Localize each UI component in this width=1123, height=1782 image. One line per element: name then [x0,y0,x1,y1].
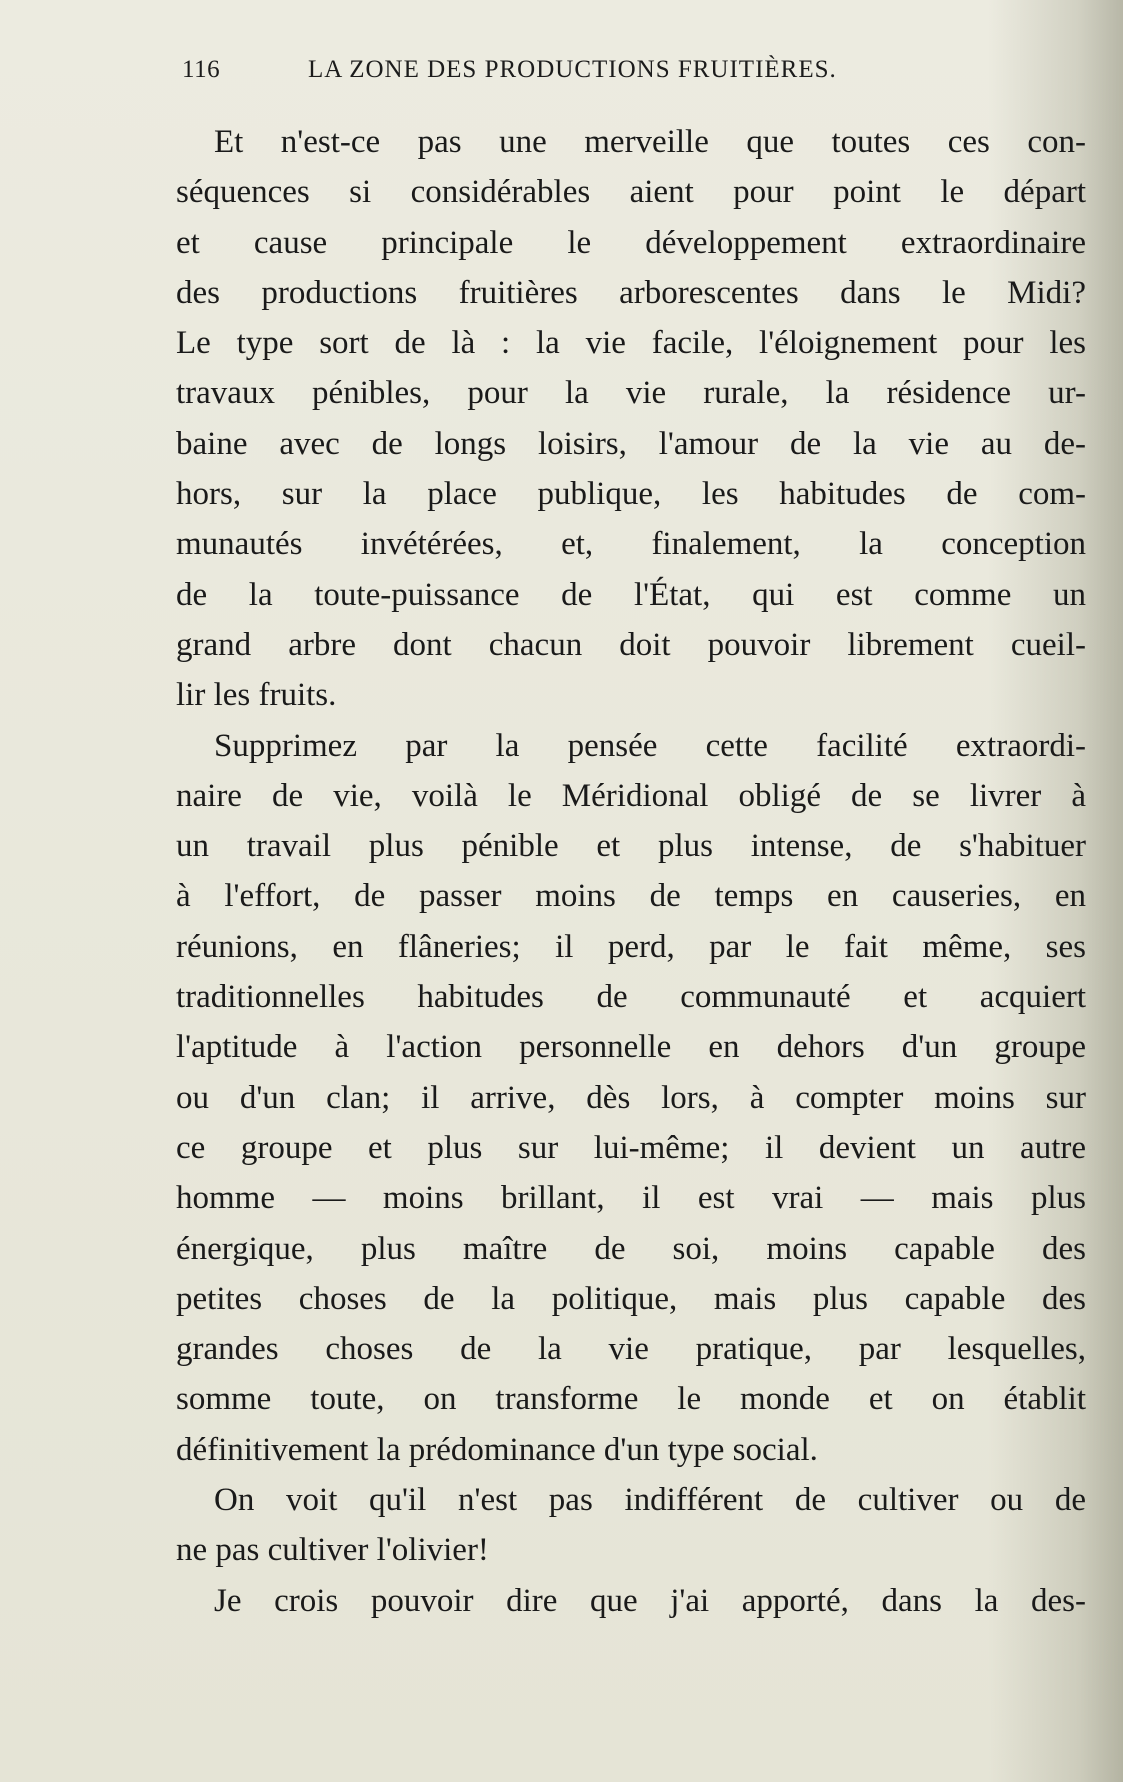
text-line: travaux pénibles, pour la vie rurale, la résidence ur- [176,375,1086,412]
text-line: On voit qu'il n'est pas indifférent de cultiver ou de [214,1482,1086,1519]
text-line: séquences si considérables aient pour point le départ [176,174,1086,211]
body-text [176,117,1086,1626]
text-line: définitivement la prédominance d'un type social. [176,1431,818,1468]
text-line: de la toute-puissance de l'État, qui est comme un [176,576,1086,613]
text-line: Le type sort de là : la vie facile, l'éloignement pour les [176,325,1086,362]
text-line: traditionnelles habitudes de communauté et acquiert [176,979,1086,1016]
paragraph [176,117,1086,721]
text-line: lir les fruits. [176,677,337,714]
paragraph [176,721,1086,1475]
text-line: à l'effort, de passer moins de temps en causeries, en [176,878,1086,915]
paragraph [176,1475,1086,1576]
text-line: et cause principale le développement extraordinaire [176,224,1086,261]
paragraph [176,1576,1086,1626]
text-line: baine avec de longs loisirs, l'amour de la vie au de- [176,425,1086,462]
text-line: Supprimez par la pensée cette facilité extraordi- [214,727,1086,764]
text-line: ou d'un clan; il arrive, dès lors, à compter moins sur [176,1079,1086,1116]
text-line: munautés invétérées, et, finalement, la conception [176,526,1086,563]
running-head [182,56,972,92]
text-line: petites choses de la politique, mais plus capable des [176,1280,1086,1317]
running-title: LA ZONE DES PRODUCTIONS FRUITIÈRES. [308,56,837,83]
text-line: ne pas cultiver l'olivier! [176,1532,489,1569]
text-line: homme — moins brillant, il est vrai — mais plus [176,1180,1086,1217]
text-line: naire de vie, voilà le Méridional obligé de se livrer à [176,777,1086,814]
text-line: ce groupe et plus sur lui-même; il devient un autre [176,1129,1086,1166]
text-line: hors, sur la place publique, les habitudes de com- [176,476,1086,513]
text-line: l'aptitude à l'action personnelle en dehors d'un groupe [176,1029,1086,1066]
text-line: grand arbre dont chacun doit pouvoir librement cueil- [176,626,1086,663]
page-number: 116 [182,56,221,83]
text-line: Et n'est-ce pas une merveille que toutes ces con- [214,124,1086,160]
text-line: grandes choses de la vie pratique, par lesquelles, [176,1331,1086,1368]
text-line: somme toute, on transforme le monde et on établit [176,1381,1086,1418]
text-line: Je crois pouvoir dire que j'ai apporté, dans la des- [214,1582,1086,1619]
text-line: réunions, en flâneries; il perd, par le fait même, ses [176,928,1086,965]
text-line: un travail plus pénible et plus intense, de s'habituer [176,828,1086,865]
text-line: des productions fruitières arborescentes dans le Midi? [176,274,1086,311]
text-line: énergique, plus maître de soi, moins capable des [176,1230,1086,1267]
